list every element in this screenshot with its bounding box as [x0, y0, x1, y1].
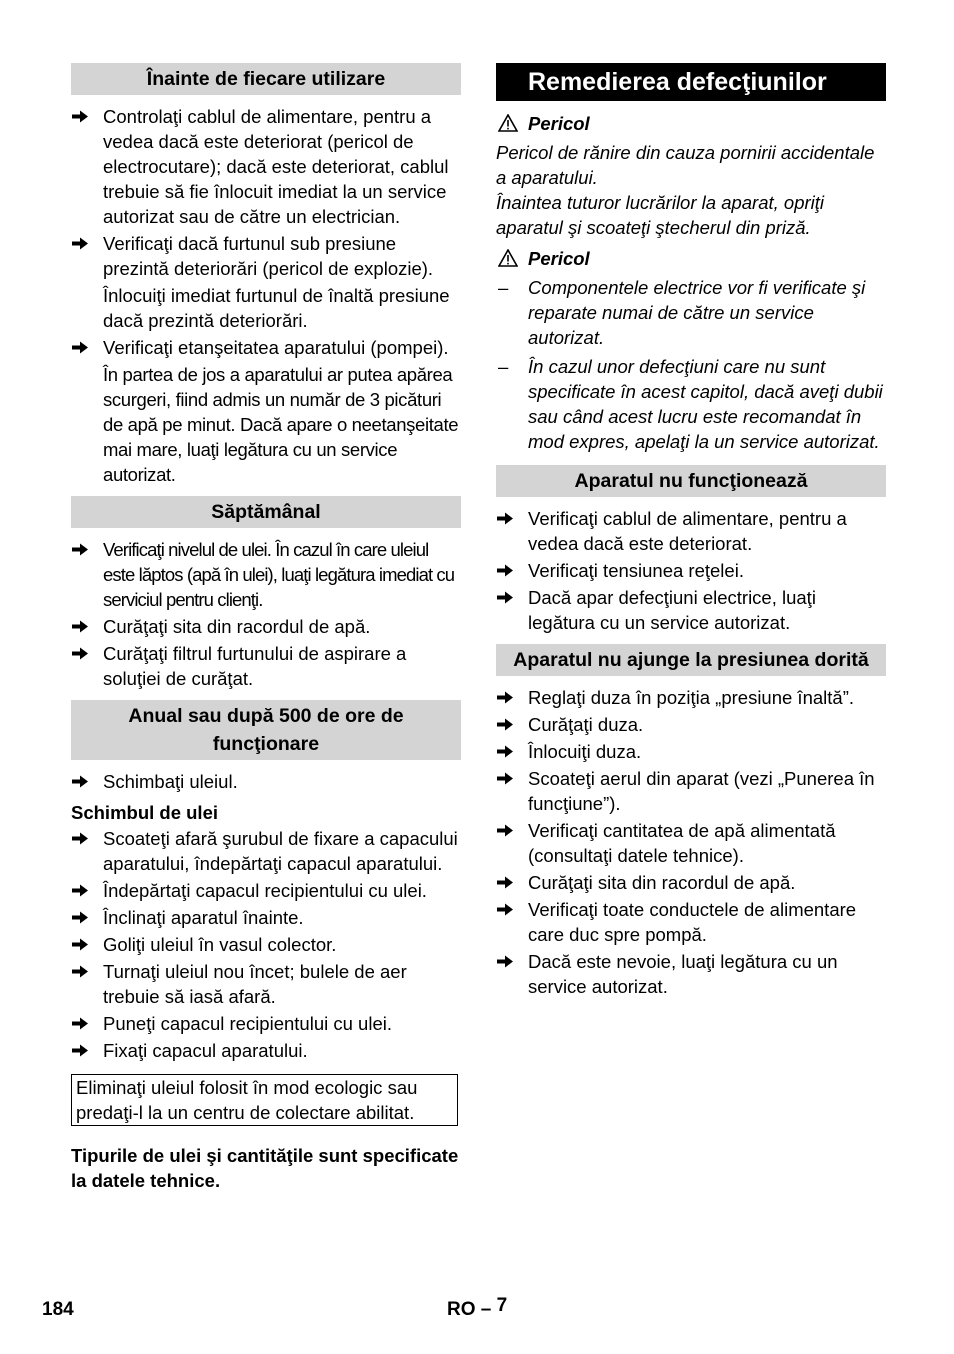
- list-item: Turnaţi uleiul nou încet; bulele de aer trebuie să iasă afară.: [71, 959, 461, 1009]
- list-item: Dacă este nevoie, luaţi legătura cu un service autorizat.: [496, 949, 886, 999]
- arrow-icon: [71, 614, 95, 639]
- list-item: Curăţaţi sita din racordul de apă.: [71, 614, 461, 639]
- note-box: Eliminaţi uleiul folosit în mod ecologic sau predaţi-l la un centru de colectare abilitat.: [71, 1074, 458, 1126]
- arrow-icon: [496, 870, 520, 895]
- list-item: Goliţi uleiul în vasul colector.: [71, 932, 461, 957]
- arrow-icon: [496, 506, 520, 531]
- arrow-icon: [71, 769, 95, 794]
- list-item: Verificaţi tensiunea reţelei.: [496, 558, 886, 583]
- section-heading: Săptămânal: [71, 496, 461, 528]
- warning-text: Înaintea tuturor lucrărilor la aparat, opriţi aparatul şi scoateţi ştecherul din priză.: [496, 192, 825, 238]
- arrow-icon: [496, 585, 520, 610]
- arrow-icon: [71, 335, 95, 360]
- list-item: Schimbaţi uleiul.: [71, 769, 461, 794]
- list-subtext: Înlocuiţi imediat furtunul de înaltă presiune dacă prezintă deteriorări.: [103, 285, 450, 331]
- warning-icon: [498, 248, 518, 273]
- list-item: Îndepărtaţi capacul recipientului cu ulei.: [71, 878, 461, 903]
- list-item: Înclinaţi aparatul înainte.: [71, 905, 461, 930]
- arrow-icon: [496, 818, 520, 843]
- bold-note: Tipurile de ulei şi cantităţile sunt specificate la datele tehnice.: [71, 1145, 459, 1191]
- arrow-icon: [71, 932, 95, 957]
- list-item: Scoateţi aerul din aparat (vezi „Punerea în funcţiune”).: [496, 766, 886, 816]
- list-item: Scoateţi afară şurubul de fixare a capacului aparatului, îndepărtaţi capacul aparatului.: [71, 826, 461, 876]
- page-title: Remedierea defecţiunilor: [496, 63, 886, 101]
- arrow-icon: [71, 959, 95, 984]
- arrow-icon: [71, 537, 95, 562]
- list-item: Puneţi capacul recipientului cu ulei.: [71, 1011, 461, 1036]
- arrow-icon: [71, 1011, 95, 1036]
- left-column: [71, 63, 461, 1193]
- arrow-icon: [71, 1038, 95, 1063]
- list-subtext: În partea de jos a aparatului ar putea apărea scurgeri, fiind admis un număr de 3 picături de apă pe minut. Dacă apare o neetanşeitate mai mare, luaţi legătura cu un service autorizat.: [103, 364, 459, 485]
- section-heading: Aparatul nu ajunge la presiunea dorită: [496, 644, 886, 676]
- arrow-icon: [71, 878, 95, 903]
- arrow-icon: [496, 739, 520, 764]
- warning-label: Pericol: [496, 111, 886, 136]
- list-item: Reglaţi duza în poziţia „presiune înaltă”.: [496, 685, 886, 710]
- arrow-icon: [496, 949, 520, 974]
- list-item: Curăţaţi sita din racordul de apă.: [496, 870, 886, 895]
- dash-item: – În cazul unor defecţiuni care nu sunt specificate în acest capitol, dacă aveţi dubii sau când acest lucru este recomandat în mod expres, apelaţi la un service autorizat.: [498, 356, 883, 452]
- list-item: Verificaţi toate conductele de alimentare care duc spre pompă.: [496, 897, 886, 947]
- page-number: 184: [42, 1299, 74, 1320]
- arrow-icon: [496, 712, 520, 737]
- list-item: Dacă apar defecţiuni electrice, luaţi legătura cu un service autorizat.: [496, 585, 886, 635]
- list-item: Controlaţi cablul de alimentare, pentru a vedea dacă este deteriorat (pericol de electrocutare); dacă este deteriorat, cablul trebuie să fie înlocuit imediat la un service autorizat sau de către un electrician.: [71, 104, 461, 229]
- list-item: Curăţaţi duza.: [496, 712, 886, 737]
- arrow-icon: [496, 897, 520, 922]
- section-heading: Anual sau după 500 de ore de funcţionare: [71, 700, 461, 760]
- warning-icon: [498, 113, 518, 138]
- list-item: Înlocuiţi duza.: [496, 739, 886, 764]
- right-column: [496, 63, 886, 1001]
- list-item: Verificaţi cantitatea de apă alimentată (consultaţi datele tehnice).: [496, 818, 886, 868]
- arrow-icon: [496, 558, 520, 583]
- arrow-icon: [71, 905, 95, 930]
- list-item: Verificaţi cablul de alimentare, pentru a vedea dacă este deteriorat.: [496, 506, 886, 556]
- dash-item: – Componentele electrice vor fi verificate şi reparate numai de către un service autorizat.: [498, 277, 866, 348]
- list-item: Verificaţi dacă furtunul sub presiune prezintă deteriorări (pericol de explozie).: [71, 231, 461, 281]
- arrow-icon: [71, 826, 95, 851]
- warning-text: Pericol de rănire din cauza pornirii accidentale a aparatului.: [496, 142, 875, 188]
- section-heading: Înainte de fiecare utilizare: [71, 63, 461, 95]
- list-item: Curăţaţi filtrul furtunului de aspirare a soluţiei de curăţat.: [71, 641, 461, 691]
- subheading: Schimbul de ulei: [71, 802, 218, 823]
- section-heading: Aparatul nu funcţionează: [496, 465, 886, 497]
- arrow-icon: [496, 766, 520, 791]
- arrow-icon: [71, 641, 95, 666]
- footer-lang: RO – 7: [447, 1295, 508, 1320]
- list-item: Fixaţi capacul aparatului.: [71, 1038, 461, 1063]
- arrow-icon: [71, 231, 95, 256]
- list-item: Verificaţi etanşeitatea aparatului (pompei).: [71, 335, 461, 360]
- list-item: Verificaţi nivelul de ulei. În cazul în care uleiul este lăptos (apă în ulei), luaţi legătura imediat cu serviciul pentru clienţi.: [71, 537, 461, 612]
- warning-label: Pericol: [496, 246, 886, 271]
- arrow-icon: [71, 104, 95, 129]
- arrow-icon: [496, 685, 520, 710]
